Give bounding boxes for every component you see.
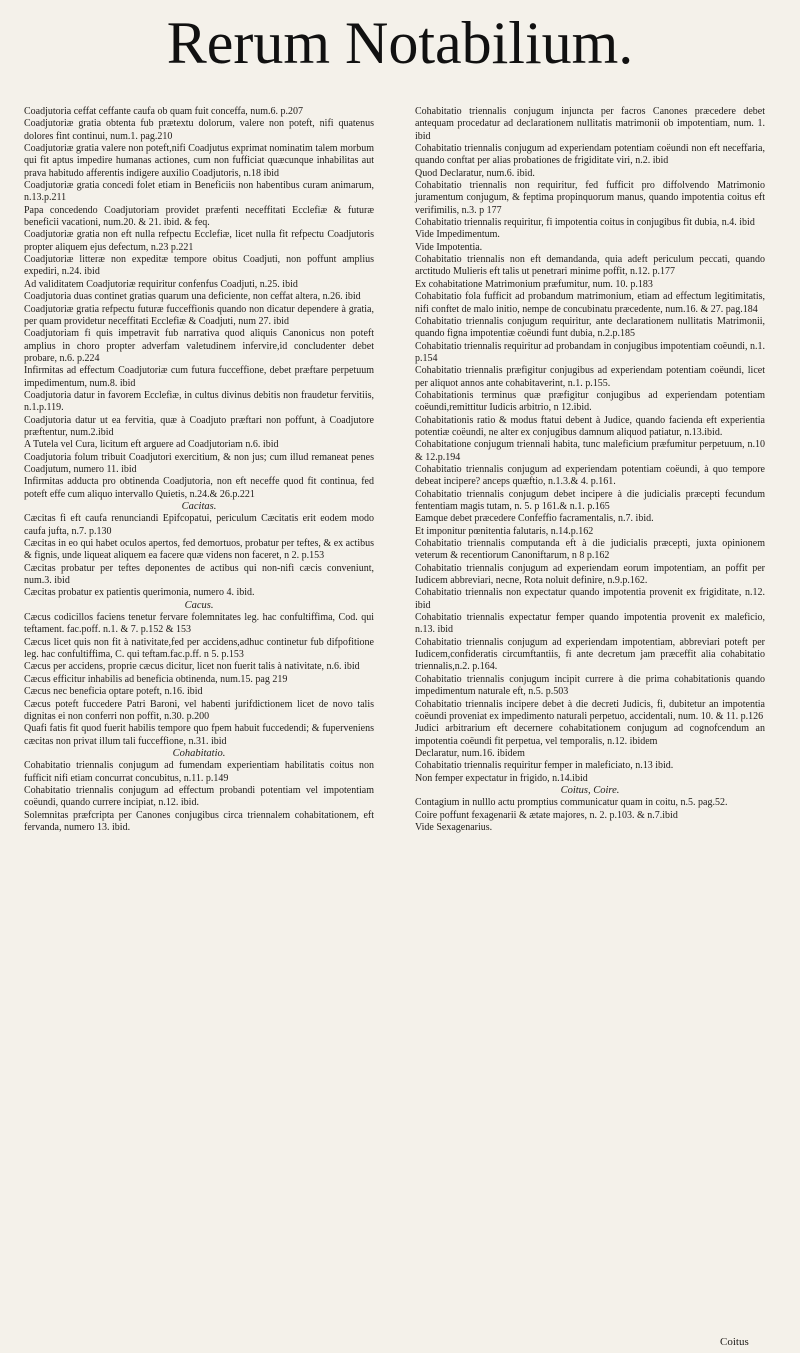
index-entry: Vide Impedimentum. bbox=[415, 229, 500, 241]
index-entry: Vide Sexagenarius. bbox=[415, 821, 493, 833]
index-entry: Cohabitatio triennalis requiritur, fi impotentia coitus in conjugibus fit dubia, n.4. ibid bbox=[415, 217, 755, 229]
index-entry: Coadjutoriæ gratia non eft nulla refpectu Ecclefiæ, licet nulla fit refpectu Coadjutoris propter aliquem ejus defectum, n.23 p.221 bbox=[24, 229, 374, 253]
index-entry: Cohabitatione conjugum triennali habita, tunc maleficium præfumitur perpetuum, n.10 & 12.p.194 bbox=[415, 439, 765, 463]
index-entry: Infirmitas adducta pro obtinenda Coadjutoria, non eft neceffe quod fit continua, fed poteft effe cum aliquo intervallo Quietis, n.24.& 26.p.221 bbox=[24, 476, 374, 500]
index-entry: Cohabitationis ratio & modus ftatui debent à Judice, quando facienda eft experientia potentiæ coëundi, ne alter ex conjugibus damnum aliquod patiatur, n.13.ibid. bbox=[415, 414, 765, 438]
index-entry: Cæcus nec beneficia optare poteft, n.16. ibid bbox=[24, 686, 203, 698]
section-heading: Coitus, Coire. bbox=[560, 784, 620, 796]
index-entry: Coadjutoriæ gratia refpectu futuræ fucceffionis quando non dicatur dependere à gratia, per quam providetur neceffitati Ecclefiæ & Coadjuti, num 27. ibid bbox=[24, 303, 374, 327]
index-entry: Judici arbitrarium eft decernere cohabitationem conjugum ad cognofcendum an impotentia coëundi fit perpetua, vel temporalis, n.12. ibidem bbox=[415, 723, 765, 747]
index-entry: Non femper expectatur in frigido, n.14.ibid bbox=[415, 772, 588, 784]
index-entry: Cohabitatio triennalis conjugum ad experiendam potentiam coëundi, à quo tempore debeat incipere? anceps quæftio, n.1.3.& 4. p.161. bbox=[415, 463, 765, 488]
index-entry: Cæcus per accidens, proprie cæcus dicitur, licet non fuerit talis à nativitate, n.6. ibid bbox=[24, 661, 360, 673]
index-entry: Cæcitas probatur ex patientis querimonia, numero 4. ibid. bbox=[24, 587, 255, 599]
index-entry: Cohabitatio triennalis conjugum debet incipere à die judicialis præcepti fecundum fententiam magis tutam, n. 5. p 161.& n.1. p.165 bbox=[415, 488, 765, 512]
index-entry: Cæcitas probatur per teftes deponentes de actibus qui non-nifi cæcis conveniunt, num.3. ibid bbox=[24, 562, 374, 587]
index-entry: Cæcitas in eo qui habet oculos apertos, fed demortuos, probatur per teftes, & ex actibus & fignis, unde liqueat aliquem ea facere quæ videns non faceret, n 2. p.153 bbox=[24, 538, 374, 562]
index-entry: Et imponitur pœnitentia falutaris, n.14.p.162 bbox=[415, 525, 594, 537]
section-heading: Cacitas. bbox=[181, 501, 217, 512]
index-entry: Coadjutoria ceffat ceffante caufa ob quam fuit conceffa, num.6. p.207 bbox=[24, 106, 304, 117]
index-entry: Cohabitatio triennalis conjugum ad fumendam experientiam habilitatis coitus non fufficit nifi etiam concurrat concubitus, n.11. p.149 bbox=[24, 760, 374, 784]
index-entry: Coire poffunt fexagenarii & ætate majores, n. 2. p.103. & n.7.ibid bbox=[415, 809, 678, 821]
index-entry: Cohabitatio triennalis incipere debet à die decreti Judicis, fi, dubitetur an impotentia coëundi proveniat ex impedimento naturali perpetuo, accidentali, num. 10. & 11. p.126 bbox=[415, 698, 765, 722]
index-entry: Quod Declaratur, num.6. ibid. bbox=[415, 167, 535, 179]
index-entry: Coadjutoriam fi quis impetravit fub narrativa quod aliquis Canonicus non poteft amplius in choro propter adverfam valetudinem infervire,id concludenter debet probare, n.6. p.224 bbox=[24, 328, 374, 364]
index-entry: Cohabitatio triennalis non eft demandanda, quia adeft periculum peccati, quando arctitudo Mulieris eft talis ut penetrari minime poffit, n.12. p.177 bbox=[415, 254, 765, 278]
index-entry: Quafi fatis fit quod fuerit habilis tempore quo fpem habuit fuccedendi; & fuperveniens cæcitas non privat illum tali fucceffione, n.31. ibid bbox=[24, 723, 374, 747]
index-entry: Coadjutoria datur ut ea fervitia, quæ à Coadjuto præftari non poffunt, à Coadjutore præftentur, num.2.ibid bbox=[24, 414, 374, 438]
index-entry: Ex cohabitatione Matrimonium præfumitur, num. 10. p.183 bbox=[415, 278, 653, 290]
index-entry: Coadjutoriæ gratia obtenta fub prætextu dolorum, valere non poteft, nifi quatenus dolores fint continui, num.1. pag.210 bbox=[24, 118, 374, 142]
index-entry: Coadjutoria duas continet gratias quarum una deficiente, non ceffat altera, n.26. ibid bbox=[24, 291, 361, 303]
left-column bbox=[24, 106, 374, 834]
index-entry: Cohabitatio triennalis conjugum incipit currere à die prima cohabitationis quando impedimentum naturale eft, n.5. p.503 bbox=[415, 673, 765, 698]
index-entry: Cohabitatio triennalis expectatur femper quando impotentia provenit ex maleficio, n.13. ibid bbox=[415, 612, 765, 636]
index-entry: Cohabitatio triennalis conjugum ad experiendam impotentiam, abbreviari poteft per Iudicem,confideratis circumftantiis, fi ante decretum jam præceffit alia cohabitatio triennalis,n.2. p.164. bbox=[415, 636, 765, 673]
index-entry: Cohabitatio fola fufficit ad probandum matrimonium, etiam ad effectum legitimitatis, nifi conftet de malo initio, nempe de concubinatu præcedente, num.16. & 27. pag.184 bbox=[415, 291, 765, 315]
index-entry: Cæcus poteft fuccedere Patri Baroni, vel habenti jurifdictionem licet de novo talis dignitas ei non conferri non poffit, n.30. p.200 bbox=[24, 698, 374, 722]
index-entry: Cohabitatio triennalis non requiritur, fed fufficit pro diffolvendo Matrimonio juramentum conjugum, & feptima propinquorum manus, quando impotentia coitus eft verifimilis, n.3. p 177 bbox=[415, 180, 765, 216]
index-entry: Vide Impotentia. bbox=[415, 241, 483, 253]
right-column bbox=[415, 106, 765, 834]
page-title: Rerum Notabilium. bbox=[166, 10, 634, 76]
index-entry: Cohabitatio triennalis requiritur ad probandam in conjugibus impotentiam coëundi, n.1. p.154 bbox=[415, 340, 765, 364]
index-entry: Ad validitatem Coadjutoriæ requiritur confenfus Coadjuti, n.25. ibid bbox=[24, 278, 298, 290]
index-entry: Cæcus efficitur inhabilis ad beneficia obtinenda, num.15. pag 219 bbox=[24, 673, 288, 685]
index-entry: Coadjutoria folum tribuit Coadjutori exercitium, & non jus; cum illud remaneat penes Coadjutum, numero 11. ibid bbox=[24, 451, 374, 475]
index-entry: Declaratur, num.16. ibidem bbox=[415, 747, 525, 759]
index-entry: Eamque debet præcedere Confeffio facramentalis, n.7. ibid. bbox=[415, 513, 654, 525]
index-entry: Solemnitas præfcripta per Canones conjugibus circa triennalem cohabitationem, eft fervanda, numero 13. ibid. bbox=[24, 809, 374, 833]
section-heading: Cacus. bbox=[184, 599, 214, 611]
section-heading: Cohabitatio. bbox=[172, 747, 226, 759]
index-entry: Cohabitatio triennalis conjugum requiritur, ante declarationem nullitatis Matrimonii, quando figna impotentiæ coëundi funt dubia, n.2.p.185 bbox=[415, 315, 765, 340]
index-entry: Cohabitationis terminus quæ præfigitur conjugibus ad experiendam potentiam coëundi,remittitur Iudicis arbitrio, n 12.ibid. bbox=[415, 389, 765, 414]
index-entry: Cohabitatio triennalis requiritur femper in maleficiato, n.13 ibid. bbox=[415, 760, 674, 772]
catchword: Coitus bbox=[720, 1336, 749, 1348]
index-entry: Infirmitas ad effectum Coadjutoriæ cum futura fucceffione, debet præftare perpetuum impedimentum, num.8. ibid bbox=[24, 365, 374, 389]
index-entry: Cohabitatio triennalis conjugum ad experiendam eorum impotentiam, an poffit per Iudicem abbreviari, necne, Rota noluit definire, n.9.p.162. bbox=[415, 562, 765, 587]
index-entry: Cohabitatio triennalis conjugum ad effectum probandi potentiam vel impotentiam coëundi, quando currere incipiat, n.12. ibid. bbox=[24, 784, 374, 809]
index-entry: Papa concedendo Coadjutoriam providet præfenti neceffitati Ecclefiæ & futuræ beneficii vacationi, num.20. & 21. ibid. & feq. bbox=[24, 204, 374, 229]
index-entry: Cæcus licet quis non fit à nativitate,fed per accidens,adhuc continetur fub difpofitione leg. hac confultiffima, C. qui teftam.fac.p.ff. n 5. p.153 bbox=[24, 636, 374, 661]
index-entry: Cohabitatio triennalis præfigitur conjugibus ad experiendam potentiam coëundi, licet per aliquot annos ante cohabitaverint, n.1. p.155. bbox=[415, 365, 765, 389]
index-entry: Coadjutoria datur in favorem Ecclefiæ, in cultus divinus debitis non fraudetur fervitiis, n.1.p.119. bbox=[24, 389, 374, 414]
index-entry: Cohabitatio triennalis conjugum ad experiendam potentiam coëundi non eft neceffaria, quando conftat per alias probationes de frigiditate viri, n.2. ibid bbox=[415, 143, 765, 167]
index-entry: Cæcus codicillos faciens tenetur fervare folemnitates leg. hac confultiffima, Cod. qui teftament. fac.poff. n.1. & 7. p.152 & 153 bbox=[24, 612, 374, 636]
index-entry: Cohabitatio triennalis non expectatur quando impotentia provenit ex frigiditate, n.12. ibid bbox=[415, 587, 765, 611]
index-entry: A Tutela vel Cura, licitum eft arguere ad Coadjutoriam n.6. ibid bbox=[24, 439, 279, 451]
index-entry: Cohabitatio triennalis conjugum injuncta per facros Canones præcedere debet antequam procedatur ad declarationem nullitatis matrimonii ob impotentiam, num. 1. ibid bbox=[415, 106, 765, 142]
index-entry: Coadjutoriæ gratia concedi folet etiam in Beneficiis non habentibus curam animarum, n.13.p.211 bbox=[24, 180, 374, 204]
index-entry: Cæcitas fi eft caufa renunciandi Epifcopatui, periculum Cæcitatis erit eodem modo caufa jufta, n.7. p.130 bbox=[24, 513, 374, 537]
index-entry: Cohabitatio triennalis computanda eft à die judicialis præcepti, juxta opinionem veterum & recentiorum Canoniftarum, n 8 p.162 bbox=[415, 538, 765, 562]
index-entry: Coadjutoriæ gratia valere non poteft,nifi Coadjutus exprimat nominatim talem morbum qui fit aptus impedire humanas actiones, cum non fufficiat quæcunque inhabilitas aut prava habitudo afferentis indigere auxilio Coadjutoris, n.18 ibid bbox=[24, 143, 374, 179]
index-entry: Contagium in nulllo actu promptius communicatur quam in coitu, n.5. pag.52. bbox=[415, 797, 728, 809]
index-entry: Coadjutoriæ litteræ non expeditæ tempore obitus Coadjuti, non poffunt amplius expediri, n.24. ibid bbox=[24, 254, 374, 278]
